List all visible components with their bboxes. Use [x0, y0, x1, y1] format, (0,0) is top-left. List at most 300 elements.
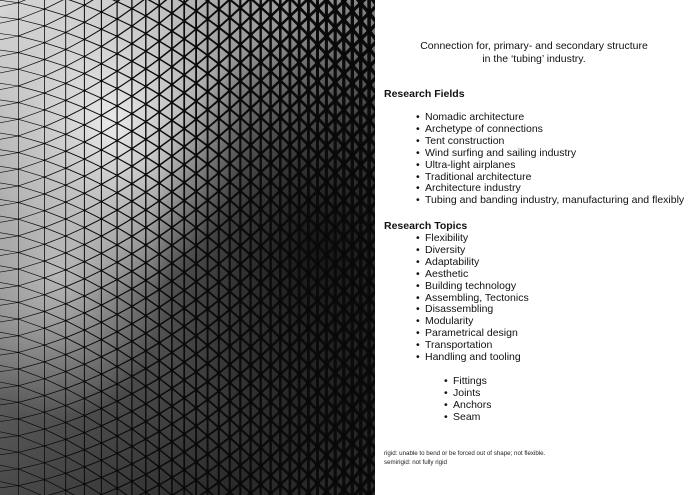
lattice-node	[158, 271, 161, 274]
lattice-node	[238, 43, 242, 47]
lattice-node	[228, 381, 232, 385]
lattice-node	[183, 181, 186, 184]
lattice-node	[238, 354, 242, 358]
lattice-node	[288, 437, 292, 441]
lattice-node	[18, 252, 20, 254]
lattice-node	[65, 388, 67, 390]
lattice-node	[278, 170, 282, 174]
lattice-node	[83, 55, 85, 57]
lattice-node	[217, 226, 220, 229]
lattice-node	[288, 290, 292, 294]
lattice-node	[350, 477, 355, 482]
lattice-node	[195, 262, 198, 265]
lattice-node	[306, 70, 311, 75]
research-field-item: • Ultra-light airplanes	[416, 160, 684, 172]
lattice-node	[83, 432, 85, 434]
lattice-node	[131, 410, 134, 413]
lattice-node	[144, 138, 147, 141]
lattice-node	[228, 344, 232, 348]
lattice-node	[183, 361, 186, 364]
lattice-node	[297, 445, 301, 449]
lattice-node	[324, 380, 329, 385]
research-field-item: • Architecture industry	[416, 183, 684, 195]
lattice-node	[144, 297, 147, 300]
lattice-node	[195, 27, 198, 30]
lattice-node	[324, 471, 329, 476]
lattice-node	[206, 271, 209, 274]
lattice-node	[100, 183, 102, 185]
lattice-node	[183, 19, 186, 22]
lattice-node	[297, 244, 301, 248]
lattice-node	[259, 115, 263, 119]
lattice-node	[170, 262, 173, 265]
lattice-node	[195, 82, 198, 85]
lattice-node	[341, 415, 346, 420]
lattice-node	[324, 325, 329, 330]
lattice-node	[206, 217, 209, 220]
lattice-node	[170, 65, 173, 68]
lattice-node	[144, 367, 147, 370]
lattice-node	[158, 22, 161, 25]
research-topic-item: • Adaptability	[416, 257, 529, 269]
lattice-node	[297, 24, 301, 28]
lattice-node	[183, 450, 186, 453]
lattice-node	[83, 90, 85, 92]
lattice-node	[238, 24, 242, 28]
lattice-node	[249, 473, 253, 477]
lattice-node	[278, 60, 282, 64]
lattice-node	[366, 243, 371, 248]
lattice-node	[358, 342, 363, 347]
lattice-node	[131, 375, 134, 378]
lattice-node	[306, 454, 311, 459]
lattice-node	[249, 33, 253, 37]
lattice-node	[238, 482, 242, 486]
lattice-node	[297, 115, 301, 119]
lattice-node	[358, 270, 363, 275]
lattice-node	[366, 100, 371, 105]
lattice-node	[131, 95, 134, 98]
lattice-node	[158, 129, 161, 132]
lattice-node	[158, 93, 161, 96]
lattice-node	[366, 153, 371, 158]
lattice-node	[206, 108, 209, 111]
lattice-node	[366, 457, 371, 462]
lattice-node	[228, 271, 232, 275]
lattice-node	[183, 163, 186, 166]
lattice-node	[158, 484, 161, 487]
lattice-node	[358, 449, 363, 454]
lattice-node	[43, 277, 45, 279]
lattice-node	[18, 435, 20, 437]
lattice-node	[238, 299, 242, 303]
lattice-node	[18, 18, 20, 20]
lattice-node	[333, 134, 338, 139]
lattice-node	[366, 475, 371, 480]
lattice-node	[43, 176, 45, 178]
lattice-node	[158, 182, 161, 185]
lattice-node	[144, 491, 147, 494]
lattice-node	[288, 124, 292, 128]
lattice-node	[206, 181, 209, 184]
lattice-node	[278, 262, 282, 266]
lattice-node	[278, 244, 282, 248]
lattice-node	[315, 6, 320, 11]
lattice-node	[333, 261, 338, 266]
lattice-node	[341, 234, 346, 239]
lattice-node	[269, 14, 273, 18]
lattice-node	[83, 415, 85, 417]
lattice-node	[18, 285, 20, 287]
lattice-node	[366, 386, 371, 391]
lattice-node	[43, 361, 45, 363]
lattice-node	[341, 324, 346, 329]
lattice-node	[366, 171, 371, 176]
lattice-node	[206, 398, 209, 401]
lattice-node	[144, 279, 147, 282]
lattice-node	[131, 323, 134, 326]
lattice-node	[259, 354, 263, 358]
lattice-node	[116, 278, 118, 280]
lattice-node	[195, 352, 198, 355]
lattice-node	[43, 143, 45, 145]
lattice-node	[324, 34, 329, 39]
lattice-node	[366, 118, 371, 123]
lattice-node	[228, 71, 232, 75]
lattice-node	[228, 436, 232, 440]
lattice-node	[297, 262, 301, 266]
lattice-node	[83, 21, 85, 23]
lattice-node	[170, 387, 173, 390]
lattice-node	[83, 244, 85, 246]
lattice-node	[43, 411, 45, 413]
lattice-node	[341, 252, 346, 257]
lattice-node	[228, 363, 232, 367]
lattice-node	[259, 42, 263, 46]
lattice-node	[217, 353, 220, 356]
lattice-node	[18, 335, 20, 337]
lattice-node	[170, 458, 173, 461]
lattice-node	[131, 288, 134, 291]
lattice-node	[269, 363, 273, 367]
lattice-node	[228, 34, 232, 38]
lattice-node	[131, 7, 134, 10]
lattice-node	[324, 307, 329, 312]
lattice-node	[341, 216, 346, 221]
lattice-node	[249, 180, 253, 184]
lattice-node	[333, 207, 338, 212]
lattice-node	[288, 400, 292, 404]
lattice-node	[65, 472, 67, 474]
lattice-node	[18, 202, 20, 204]
lattice-node	[183, 1, 186, 4]
lattice-node	[278, 336, 282, 340]
lattice-node	[333, 461, 338, 466]
lattice-node	[116, 313, 118, 315]
lattice-node	[195, 45, 198, 48]
lattice-node	[315, 262, 320, 267]
lattice-node	[158, 235, 161, 238]
lattice-node	[43, 378, 45, 380]
lattice-node	[83, 295, 85, 297]
lattice-node	[269, 400, 273, 404]
lattice-node	[65, 150, 67, 152]
lattice-node	[100, 28, 102, 30]
lattice-node	[131, 60, 134, 63]
lattice-node	[341, 198, 346, 203]
lattice-node	[269, 235, 273, 239]
lattice-node	[358, 198, 363, 203]
lattice-node	[306, 253, 311, 258]
lattice-node	[366, 189, 371, 194]
lattice-node	[350, 225, 355, 230]
lattice-node	[170, 244, 173, 247]
lattice-node	[315, 116, 320, 121]
lattice-node	[228, 472, 232, 476]
lattice-node	[341, 288, 346, 293]
lattice-node	[341, 433, 346, 438]
lattice-node	[358, 216, 363, 221]
research-topic-item: • Handling and tooling	[416, 352, 529, 364]
lattice-node	[259, 226, 263, 230]
lattice-node	[83, 363, 85, 365]
lattice-node	[195, 9, 198, 12]
lattice-node	[217, 153, 220, 156]
lattice-node	[100, 200, 102, 202]
lattice-node	[131, 77, 134, 80]
lattice-node	[278, 391, 282, 395]
lattice-node	[278, 354, 282, 358]
lattice-node	[43, 210, 45, 212]
lattice-node	[18, 268, 20, 270]
lattice-node	[217, 444, 220, 447]
lattice-node	[43, 445, 45, 447]
lattice-node	[269, 253, 273, 257]
lattice-node	[249, 143, 253, 147]
lattice-node	[183, 199, 186, 202]
lattice-node	[100, 80, 102, 82]
lattice-node	[100, 304, 102, 306]
lattice-node	[228, 217, 232, 221]
lattice-node	[116, 470, 118, 472]
lattice-node	[18, 385, 20, 387]
lattice-node	[170, 369, 173, 372]
lattice-node	[288, 235, 292, 239]
lattice-node	[144, 191, 147, 194]
lattice-node	[18, 35, 20, 37]
lattice-node	[259, 24, 263, 28]
lattice-node	[358, 162, 363, 167]
lattice-node	[228, 180, 232, 184]
lattice-node	[228, 144, 232, 148]
lattice-node	[217, 280, 220, 283]
lattice-node	[315, 316, 320, 321]
lattice-node	[249, 363, 253, 367]
lattice-node	[333, 43, 338, 48]
lattice-node	[333, 316, 338, 321]
lattice-node	[195, 64, 198, 67]
lattice-node	[228, 235, 232, 239]
lattice-node	[170, 226, 173, 229]
research-topics-heading: Research Topics	[384, 220, 468, 232]
lattice-node	[269, 69, 273, 73]
lattice-node	[366, 46, 371, 51]
lattice-node	[206, 380, 209, 383]
lattice-node	[341, 89, 346, 94]
lattice-node	[366, 439, 371, 444]
lattice-node	[278, 281, 282, 285]
lattice-node	[228, 52, 232, 56]
lattice-node	[170, 137, 173, 140]
lattice-node	[144, 455, 147, 458]
lattice-node	[297, 42, 301, 46]
lattice-node	[324, 453, 329, 458]
lattice-node	[259, 134, 263, 138]
lattice-node	[238, 226, 242, 230]
lattice-node	[366, 260, 371, 265]
lattice-node	[297, 225, 301, 229]
lattice-node	[183, 91, 186, 94]
lattice-node	[43, 428, 45, 430]
lattice-node	[228, 107, 232, 111]
lattice-node	[259, 244, 263, 248]
lattice-node	[144, 438, 147, 441]
lattice-node	[278, 78, 282, 82]
lattice-node	[324, 398, 329, 403]
lattice-node	[116, 226, 118, 228]
lattice-node	[195, 479, 198, 482]
lattice-node	[315, 170, 320, 175]
lattice-node	[116, 105, 118, 107]
lattice-node	[158, 4, 161, 7]
lattice-node	[366, 403, 371, 408]
lattice-node	[131, 270, 134, 273]
lattice-node	[259, 79, 263, 83]
lattice-node	[65, 49, 67, 51]
lattice-node	[333, 352, 338, 357]
lattice-node	[269, 143, 273, 147]
lattice-node	[315, 225, 320, 230]
lattice-node	[288, 88, 292, 92]
lattice-node	[116, 174, 118, 176]
title-line-2: in the ‘tubing’ industry.	[482, 53, 586, 65]
lattice-node	[18, 451, 20, 453]
lattice-node	[217, 117, 220, 120]
lattice-node	[65, 303, 67, 305]
lattice-node	[170, 440, 173, 443]
lattice-node	[341, 361, 346, 366]
lattice-node	[43, 344, 45, 346]
research-topic-item: • Parametrical design	[416, 328, 529, 340]
lattice-node	[158, 342, 161, 345]
lattice-node	[158, 288, 161, 291]
lattice-node	[100, 166, 102, 168]
lattice-node	[43, 243, 45, 245]
lattice-node	[238, 207, 242, 211]
lattice-node	[228, 198, 232, 202]
lattice-node	[170, 333, 173, 336]
lattice-node	[366, 296, 371, 301]
lattice-node	[259, 299, 263, 303]
lattice-node	[350, 81, 355, 86]
lattice-node	[315, 408, 320, 413]
lattice-node	[170, 12, 173, 15]
lattice-node	[116, 53, 118, 55]
lattice-node	[43, 462, 45, 464]
lattice-node	[170, 83, 173, 86]
lattice-node	[195, 424, 198, 427]
lattice-node	[306, 161, 311, 166]
lattice-node	[249, 216, 253, 220]
lattice-node	[83, 4, 85, 6]
note-rigid: rigid: unable to bend or be forced out of shape; not flexible.	[384, 450, 546, 457]
lattice-node	[358, 18, 363, 23]
lattice-node	[259, 483, 263, 487]
lattice-node	[83, 261, 85, 263]
lattice-node	[366, 28, 371, 33]
lattice-node	[315, 481, 320, 486]
lattice-node	[116, 122, 118, 124]
lattice-node	[297, 152, 301, 156]
lattice-node	[278, 189, 282, 193]
lattice-node	[116, 87, 118, 89]
lattice-node	[249, 15, 253, 19]
lattice-node	[195, 136, 198, 139]
lattice-node	[297, 464, 301, 468]
lattice-node	[341, 162, 346, 167]
lattice-node	[100, 356, 102, 358]
lattice-node	[259, 97, 263, 101]
lattice-node	[259, 60, 263, 64]
lattice-node	[100, 63, 102, 65]
lattice-node	[144, 85, 147, 88]
lattice-node	[83, 483, 85, 485]
lattice-node	[144, 209, 147, 212]
lattice-node	[269, 271, 273, 275]
lattice-node	[358, 324, 363, 329]
lattice-node	[18, 352, 20, 354]
lattice-node	[341, 306, 346, 311]
lattice-node	[217, 371, 220, 374]
lattice-node	[100, 407, 102, 409]
lattice-node	[195, 388, 198, 391]
lattice-node	[249, 381, 253, 385]
lattice-node	[350, 153, 355, 158]
lattice-node	[131, 42, 134, 45]
lattice-node	[43, 395, 45, 397]
lattice-node	[131, 112, 134, 115]
lattice-node	[366, 314, 371, 319]
lattice-node	[158, 430, 161, 433]
lattice-node	[288, 418, 292, 422]
lattice-node	[158, 324, 161, 327]
lattice-node	[83, 346, 85, 348]
lattice-node	[358, 485, 363, 490]
lattice-node	[170, 208, 173, 211]
lattice-node	[195, 406, 198, 409]
lattice-node	[238, 116, 242, 120]
lattice-node	[206, 144, 209, 147]
lattice-node	[83, 175, 85, 177]
lattice-node	[183, 343, 186, 346]
lattice-node	[206, 36, 209, 39]
lattice-node	[315, 353, 320, 358]
lattice-node	[358, 90, 363, 95]
lattice-node	[249, 70, 253, 74]
lattice-node	[183, 325, 186, 328]
lattice-node	[333, 80, 338, 85]
lattice-node	[306, 179, 311, 184]
